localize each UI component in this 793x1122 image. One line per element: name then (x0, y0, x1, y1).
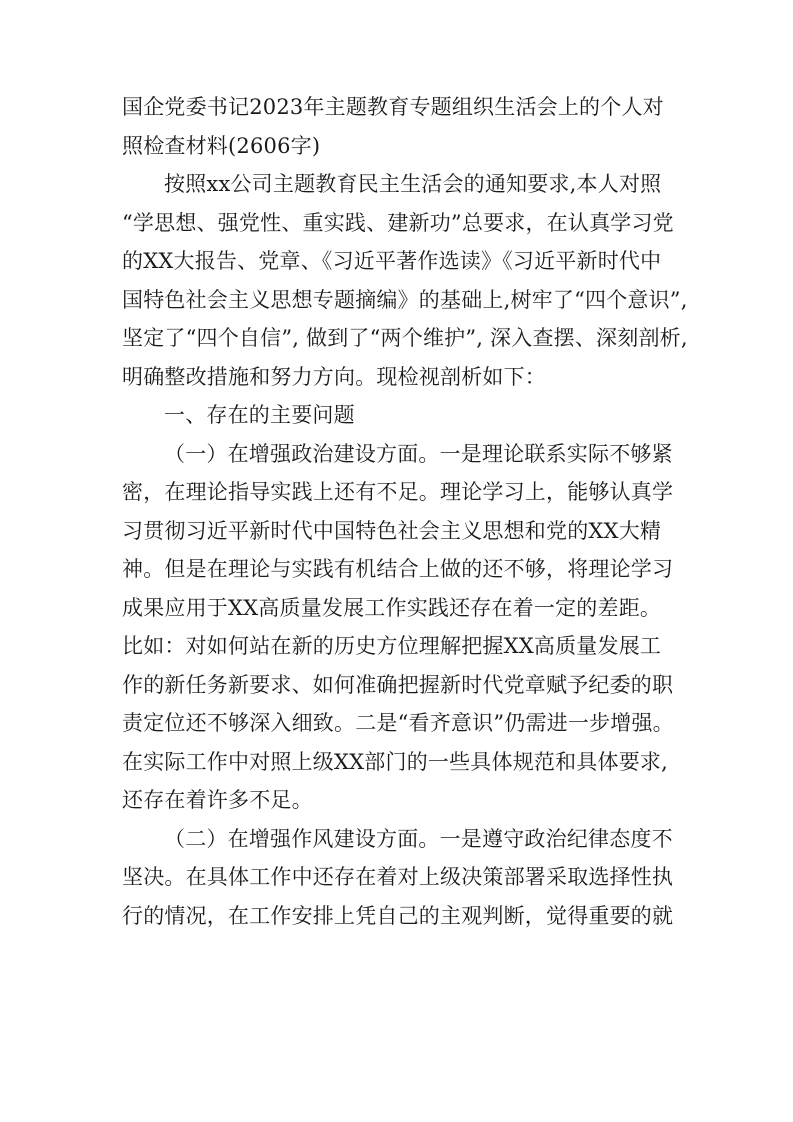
intro-line-4: 国特色社会主义思想专题摘编》的基础上,树牢了“四个意识”, (122, 287, 688, 312)
para1-line-10: 还存在着许多不足。 (122, 788, 313, 812)
para1-line-3: 习贯彻习近平新时代中国特色社会主义思想和党的XX大精 (122, 518, 662, 543)
para1-line-2: 密，在理论指导实践上还有不足。理论学习上，能够认真学 (122, 480, 674, 504)
intro-line-5: 坚定了“四个自信”, 做到了“两个维护”, 深入查摆、深刻剖析, (122, 326, 688, 350)
document-page (122, 88, 687, 935)
para1-line-5: 成果应用于XX高质量发展工作实践还存在着一定的差距。 (122, 595, 662, 620)
para2-line-3: 行的情况，在工作安排上凭自己的主观判断，觉得重要的就 (122, 903, 674, 928)
para1-line-8: 责定位还不够深入细致。二是“看齐意识”仍需进一步增强。 (122, 711, 674, 735)
para1-line-6: 比如：对如何站在新的历史方位理解把握XX高质量发展工 (122, 634, 662, 658)
intro-line-6: 明确整改措施和努力方向。现检视剖析如下： (122, 364, 546, 389)
para2-line-2: 坚决。在具体工作中还存在着对上级决策部署采取选择性执 (122, 865, 674, 889)
intro-line-3: 的XX大报告、党章、《习近平著作选读》《习近平新时代中 (122, 249, 662, 273)
document-title-line-1: 国企党委书记2023年主题教育专题组织生活会上的个人对 (122, 95, 664, 119)
document-title-line-2: 照检查材料(2606字) (122, 133, 321, 158)
para1-line-1: （一）在增强政治建设方面。一是理论联系实际不够紧 (164, 441, 673, 466)
para1-line-9: 在实际工作中对照上级XX部门的一些具体规范和具体要求, (122, 749, 668, 774)
para1-line-7: 作的新任务新要求、如何准确把握新时代党章赋予纪委的职 (122, 672, 674, 697)
section-heading: 一、存在的主要问题 (164, 403, 355, 427)
para2-line-1: （二）在增强作风建设方面。一是遵守政治纪律态度不 (164, 826, 673, 851)
intro-line-2: “学思想、强党性、重实践、建新功”总要求，在认真学习党 (122, 210, 674, 235)
intro-line-1: 按照xx公司主题教育民主生活会的通知要求,本人对照 (164, 172, 662, 196)
para1-line-4: 神。但是在理论与实践有机结合上做的还不够，将理论学习 (122, 557, 674, 581)
